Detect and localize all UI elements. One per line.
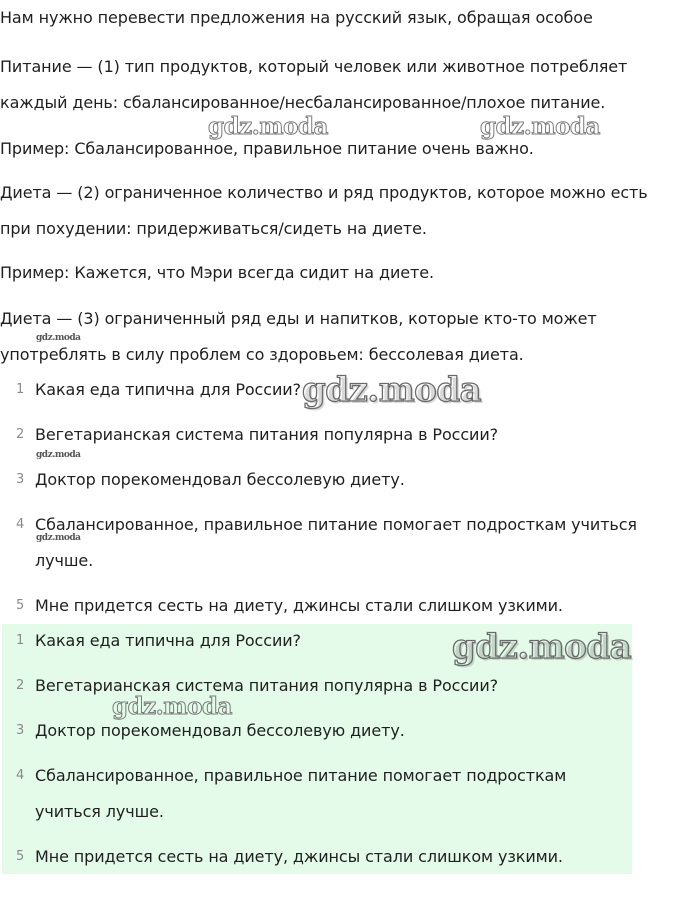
intro-text: Нам нужно перевести предложения на русский язык, обращая особое xyxy=(0,8,593,27)
definition-line: Диета — (3) ограниченный ряд еды и напитков, которые кто-то может xyxy=(0,309,597,328)
answer-number: 1 xyxy=(16,633,25,648)
watermark-logo: gdz.moda xyxy=(36,533,81,543)
watermark-logo: gdz.moda xyxy=(36,450,81,460)
answer-number: 3 xyxy=(16,723,25,738)
definition-example: Пример: Кажется, что Мэри всегда сидит на диете. xyxy=(0,263,434,282)
watermark-logo: gdz.moda xyxy=(480,113,600,140)
question-item: Мне придется сесть на диету, джинсы стали слишком узкими. xyxy=(35,596,563,615)
watermark-logo: gdz.moda xyxy=(452,627,632,667)
watermark-logo: gdz.moda xyxy=(112,693,232,720)
definition-line: при похудении: придерживаться/сидеть на диете. xyxy=(0,219,427,238)
question-item: Вегетарианская система питания популярна в России? xyxy=(35,425,499,444)
answer-number: 5 xyxy=(16,849,25,864)
watermark-logo: gdz.moda xyxy=(302,370,482,410)
answer-item-continued: учиться лучше. xyxy=(35,802,164,821)
answer-item: Сбалансированное, правильное питание помогает подросткам xyxy=(35,766,567,785)
answer-number: 2 xyxy=(16,678,25,693)
definition-line: каждый день: сбалансированное/несбалансированное/плохое питание. xyxy=(0,93,606,112)
watermark-logo: gdz.moda xyxy=(36,333,81,343)
answer-item: Какая еда типична для России? xyxy=(35,631,301,650)
answer-item: Доктор порекомендовал бессолевую диету. xyxy=(35,721,405,740)
answer-number: 4 xyxy=(16,768,25,783)
question-item-continued: лучше. xyxy=(35,551,94,570)
question-number: 5 xyxy=(16,598,25,613)
question-number: 1 xyxy=(16,382,25,397)
definition-line: употреблять в силу проблем со здоровьем: бессолевая диета. xyxy=(0,345,524,364)
answer-item: Мне придется сесть на диету, джинсы стали слишком узкими. xyxy=(35,847,563,866)
question-number: 3 xyxy=(16,472,25,487)
definition-example: Пример: Сбалансированное, правильное питание очень важно. xyxy=(0,139,534,158)
question-item: Какая еда типична для России? xyxy=(35,380,301,399)
question-item: Сбалансированное, правильное питание помогает подросткам учиться xyxy=(35,515,637,534)
answer-item: Вегетарианская система питания популярна в России? xyxy=(35,676,499,695)
definition-line: Питание — (1) тип продуктов, который человек или животное потребляет xyxy=(0,57,628,76)
question-number: 4 xyxy=(16,517,25,532)
question-item: Доктор порекомендовал бессолевую диету. xyxy=(35,470,405,489)
question-number: 2 xyxy=(16,427,25,442)
definition-line: Диета — (2) ограниченное количество и ряд продуктов, которое можно есть xyxy=(0,183,648,202)
watermark-logo: gdz.moda xyxy=(208,113,328,140)
